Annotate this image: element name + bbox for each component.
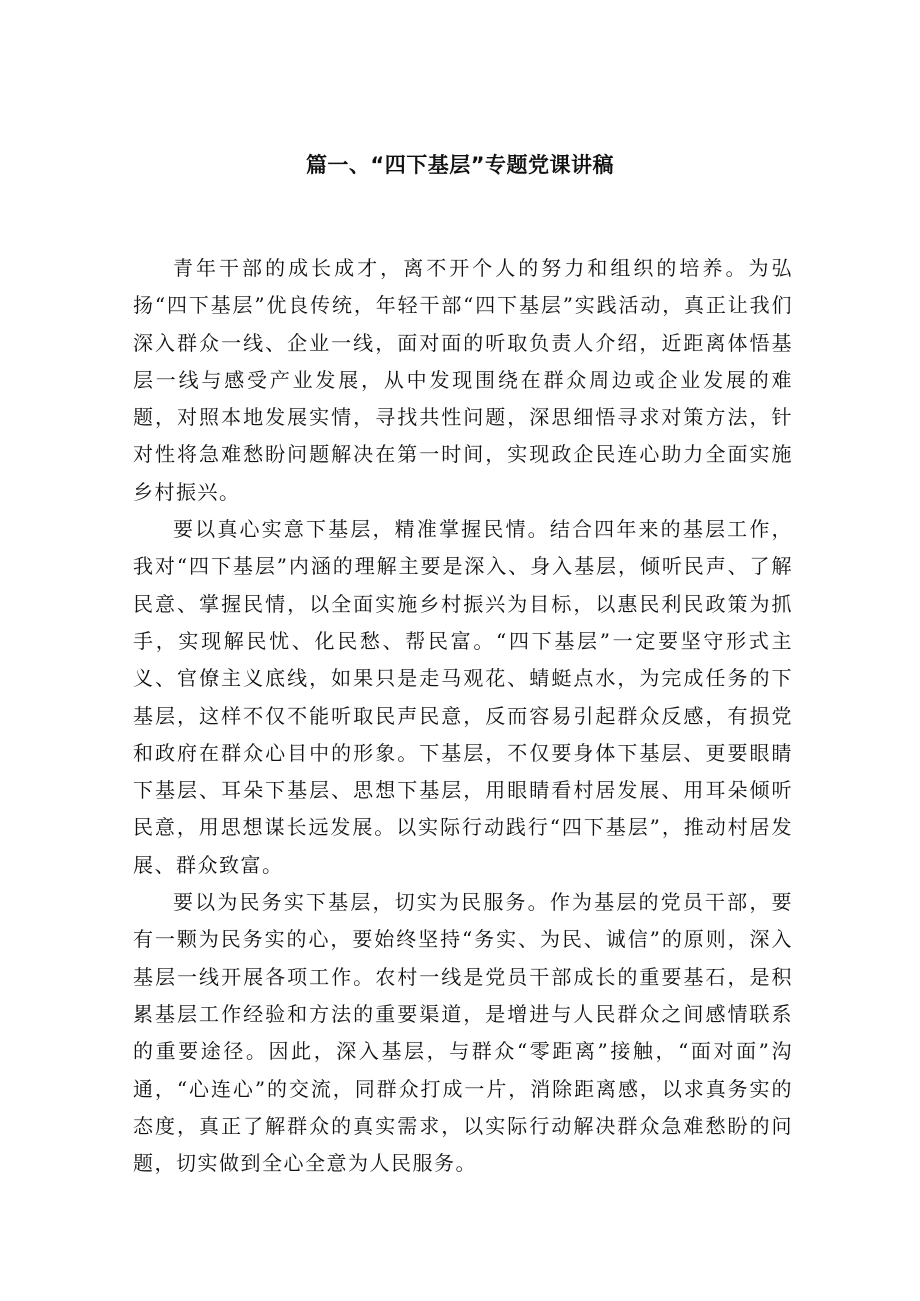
document-body <box>133 250 793 1182</box>
paragraph-1: 青年干部的成长成才，离不开个人的努力和组织的培养。为弘扬“四下基层”优良传统，年轻干部“四下基层”实践活动，真正让我们深入群众一线、企业一线，面对面的听取负责人介绍，近距离体悟基层一线与感受产业发展，从中发现围绕在群众周边或企业发展的难题，对照本地发展实情，寻找共性问题，深思细悟寻求对策方法，针对性将急难愁盼问题解决在第一时间，实现政企民连心助力全面实施乡村振兴。 <box>133 256 793 504</box>
paragraph-2: 要以真心实意下基层，精准掌握民情。结合四年来的基层工作，我对“四下基层”内涵的理解主要是深入、身入基层，倾听民声、了解民意、掌握民情，以全面实施乡村振兴为目标，以惠民利民政策为抓手，实现解民忧、化民愁、帮民富。“四下基层”一定要坚守形式主义、官僚主义底线，如果只是走马观花、蜻蜓点水，为完成任务的下基层，这样不仅不能听取民声民意，反而容易引起群众反感，有损党和政府在群众心目中的形象。下基层，不仅要身体下基层、更要眼睛下基层、耳朵下基层、思想下基层，用眼睛看村居发展、用耳朵倾听民意，用思想谋长远发展。以实际行动践行“四下基层”，推动村居发展、群众致富。 <box>133 517 793 877</box>
document-title: 篇一、“四下基层”专题党课讲稿 <box>305 153 615 177</box>
paragraph-3: 要以为民务实下基层，切实为民服务。作为基层的党员干部，要有一颗为民务实的心，要始终坚持“务实、为民、诚信”的原则，深入基层一线开展各项工作。农村一线是党员干部成长的重要基石，是积累基层工作经验和方法的重要渠道，是增进与人民群众之间感情联系的重要途径。因此，深入基层，与群众“零距离”接触，“面对面”沟通，“心连心”的交流，同群众打成一片，消除距离感，以求真务实的态度，真正了解群众的真实需求，以实际行动解决群众急难愁盼的问题，切实做到全心全意为人民服务。 <box>133 890 793 1176</box>
